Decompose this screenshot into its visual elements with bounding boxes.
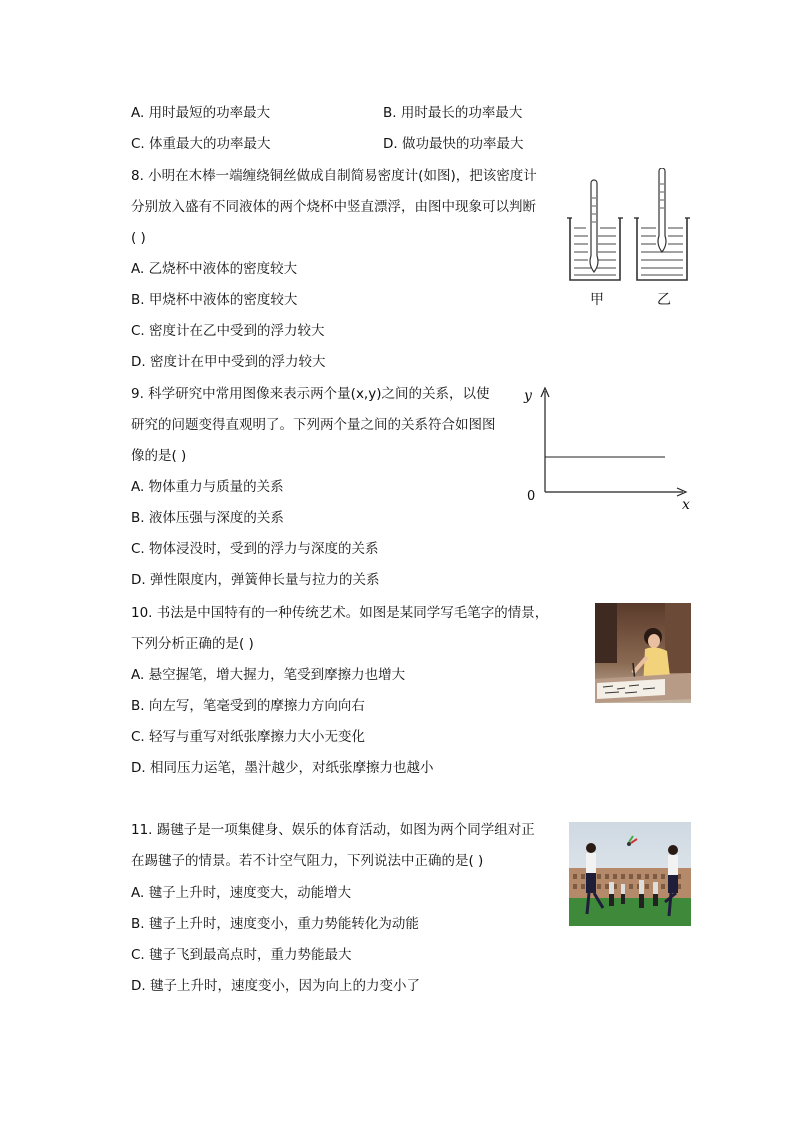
beaker-jia (567, 180, 623, 280)
beaker-yi (634, 168, 690, 280)
q9-option-c: C. 物体浸没时，受到的浮力与深度的关系 (131, 541, 379, 557)
q11-option-a: A. 毽子上升时，速度变大，动能增大 (131, 885, 352, 901)
q7-option-d: D. 做功最快的功率最大 (383, 136, 524, 152)
shuttlecock-photo (569, 822, 691, 926)
q9-graph (520, 385, 695, 515)
q11-option-c: C. 毽子飞到最高点时，重力势能最大 (131, 947, 352, 963)
q10-option-a: A. 悬空握笔，增大握力，笔受到摩擦力也增大 (131, 667, 406, 683)
q9-option-d: D. 弹性限度内，弹簧伸长量与拉力的关系 (131, 572, 380, 588)
hydrometer-beakers-figure (564, 168, 694, 308)
q10-stem-line-1: 10. 书法是中国特有的一种传统艺术。如图是某同学写毛笔字的情景， (131, 605, 549, 621)
q10-option-c: C. 轻写与重写对纸张摩擦力大小无变化 (131, 729, 366, 745)
q8-stem-line-1: 8. 小明在木棒一端缠绕铜丝做成自制简易密度计(如图)，把该密度计 (131, 168, 537, 184)
q8-option-a: A. 乙烧杯中液体的密度较大 (131, 261, 298, 277)
q9-option-b: B. 液体压强与深度的关系 (131, 510, 284, 526)
q9-stem-line-2: 研究的问题变得直观明了。下列两个量之间的关系符合如图图 (131, 417, 496, 433)
q11-option-d: D. 毽子上升时，速度变小，因为向上的力变小了 (131, 978, 420, 994)
q8-stem-line-2: 分别放入盛有不同液体的两个烧杯中竖直漂浮，由图中现象可以判断 (131, 199, 536, 215)
calligraphy-photo (595, 603, 691, 703)
axis-label-y: y (524, 388, 532, 404)
q7-option-c: C. 体重最大的功率最大 (131, 136, 271, 152)
q8-stem-line-3: ( ) (131, 230, 146, 246)
q8-option-d: D. 密度计在甲中受到的浮力较大 (131, 354, 326, 370)
q10-stem-line-2: 下列分析正确的是( ) (131, 636, 254, 652)
q10-option-d: D. 相同压力运笔，墨汁越少，对纸张摩擦力也越小 (131, 760, 434, 776)
q9-stem-line-1: 9. 科学研究中常用图像来表示两个量(x,y)之间的关系，以使 (131, 386, 490, 402)
axis-origin: 0 (527, 489, 536, 504)
figure-label-jia: 甲 (590, 292, 604, 308)
q11-stem-line-2: 在踢毽子的情景。若不计空气阻力，下列说法中正确的是( ) (131, 853, 484, 869)
q10-option-b: B. 向左写，笔毫受到的摩擦力方向向右 (131, 698, 365, 714)
q7-option-b: B. 用时最长的功率最大 (383, 105, 523, 121)
q9-option-a: A. 物体重力与质量的关系 (131, 479, 284, 495)
figure-label-yi: 乙 (657, 292, 671, 308)
q8-option-c: C. 密度计在乙中受到的浮力较大 (131, 323, 325, 339)
axis-label-x: x (682, 497, 690, 513)
q11-stem-line-1: 11. 踢毽子是一项集健身、娱乐的体育活动，如图为两个同学组对正 (131, 822, 535, 838)
q7-option-a: A. 用时最短的功率最大 (131, 105, 271, 121)
q11-option-b: B. 毽子上升时，速度变小，重力势能转化为动能 (131, 916, 419, 932)
q8-option-b: B. 甲烧杯中液体的密度较大 (131, 292, 298, 308)
q9-stem-line-3: 像的是( ) (131, 448, 187, 464)
